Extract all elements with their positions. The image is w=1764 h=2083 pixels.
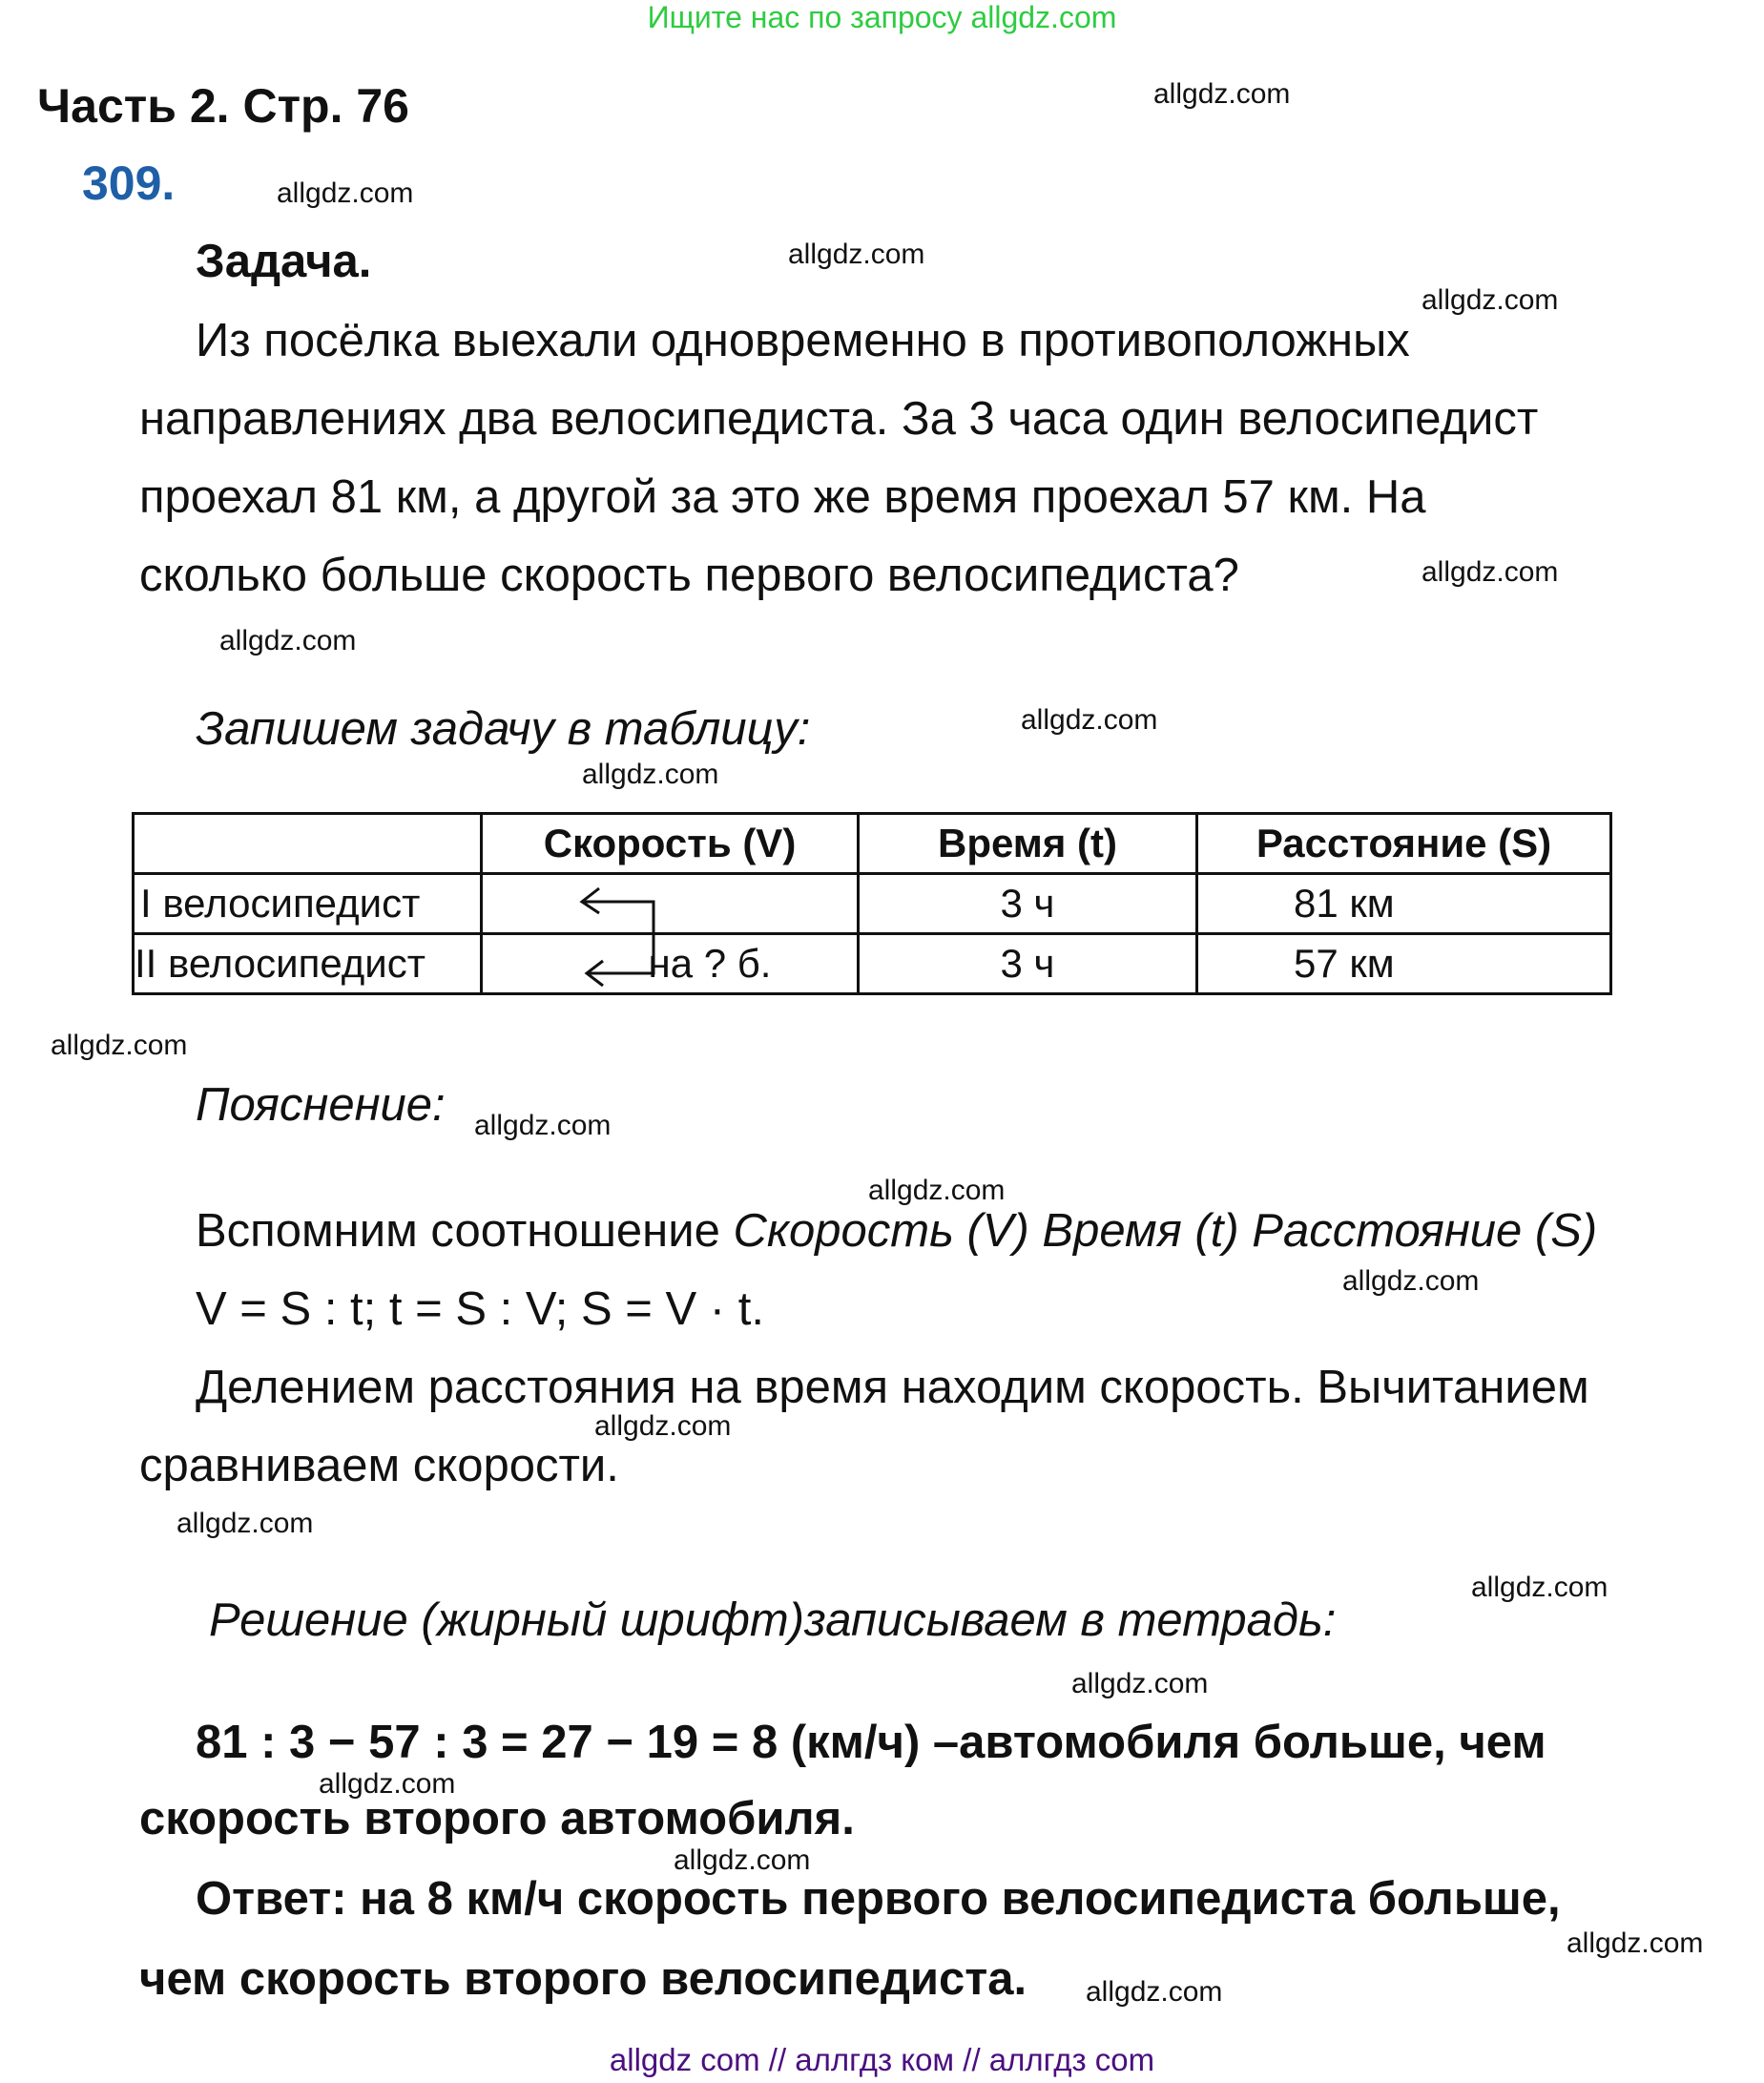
explanation-relation: Скорость (V) Время (t) Расстояние (S): [733, 1205, 1598, 1257]
watermark: allgdz.com: [176, 1508, 314, 1539]
table-header-row: [134, 814, 1611, 874]
watermark: allgdz.com: [1153, 78, 1291, 110]
header-cell: Скорость (V): [482, 814, 859, 874]
watermark: allgdz.com: [788, 239, 925, 270]
solution-line: 81 : 3 − 57 : 3 = 27 − 19 = 8 (км/ч) –автомобиля больше, чем: [196, 1717, 1546, 1768]
watermark: allgdz.com: [1086, 1976, 1223, 2008]
speed-cell: [482, 874, 859, 934]
task-line: проехал 81 км, а другой за это же время проехал 57 км. На: [139, 471, 1426, 523]
task-title: Задача.: [196, 236, 372, 287]
header-cell: Время (t): [859, 814, 1197, 874]
page-heading: Часть 2. Стр. 76: [37, 79, 409, 133]
explanation-title: Пояснение:: [196, 1079, 446, 1131]
table-intro: Запишем задачу в таблицу:: [196, 703, 811, 755]
table-row: [134, 874, 1611, 934]
explanation-line: сравниваем скорости.: [139, 1440, 619, 1491]
search-banner: Ищите нас по запросу allgdz.com: [647, 0, 1117, 34]
watermark: allgdz.com: [1071, 1668, 1209, 1699]
watermark: allgdz.com: [1422, 284, 1559, 316]
watermark: allgdz.com: [319, 1768, 456, 1800]
watermark: allgdz.com: [1021, 704, 1158, 736]
answer-line: Ответ: на 8 км/ч скорость первого велосипедиста больше,: [196, 1873, 1561, 1925]
time-cell: 3 ч: [859, 934, 1197, 994]
explanation-line: Делением расстояния на время находим скорость. Вычитанием: [196, 1362, 1589, 1413]
solution-line: скорость второго автомобиля.: [139, 1793, 855, 1844]
task-line: направлениях два велосипедиста. За 3 часа один велосипедист: [139, 393, 1539, 445]
header-cell: [134, 814, 482, 874]
table-row: [134, 934, 1611, 994]
footer-links: allgdz com // аллгдз ком // аллгдз com: [609, 2042, 1155, 2077]
watermark: allgdz.com: [277, 177, 414, 209]
watermark: allgdz.com: [474, 1110, 612, 1141]
comparison-arrow-icon: [572, 883, 668, 988]
time-cell: 3 ч: [859, 874, 1197, 934]
data-table: [132, 812, 1612, 995]
watermark: allgdz.com: [868, 1175, 1006, 1206]
watermark: allgdz.com: [674, 1844, 811, 1876]
watermark: allgdz.com: [1422, 556, 1559, 588]
watermark: allgdz.com: [51, 1030, 188, 1061]
watermark: allgdz.com: [219, 625, 357, 656]
watermark: allgdz.com: [1567, 1927, 1704, 1959]
exercise-number: 309.: [82, 156, 176, 210]
watermark: allgdz.com: [582, 759, 719, 790]
distance-cell: 57 км: [1197, 934, 1611, 994]
watermark: allgdz.com: [1342, 1265, 1480, 1297]
watermark: allgdz.com: [1471, 1572, 1608, 1603]
solution-title: Решение (жирный шрифт)записываем в тетрадь:: [209, 1594, 1337, 1646]
row-label: I велосипедист: [134, 874, 482, 934]
task-line: сколько больше скорость первого велосипедиста?: [139, 550, 1239, 601]
explanation-text: Вспомним соотношение: [196, 1205, 734, 1257]
watermark: allgdz.com: [594, 1410, 732, 1442]
row-label: II велосипедист: [134, 934, 482, 994]
speed-cell: на ? б.: [482, 934, 859, 994]
task-line: Из посёлка выехали одновременно в противоположных: [196, 315, 1410, 366]
formulas: V = S : t; t = S : V; S = V · t.: [196, 1283, 764, 1335]
distance-cell: 81 км: [1197, 874, 1611, 934]
answer-line: чем скорость второго велосипедиста.: [139, 1953, 1027, 2005]
header-cell: Расстояние (S): [1197, 814, 1611, 874]
